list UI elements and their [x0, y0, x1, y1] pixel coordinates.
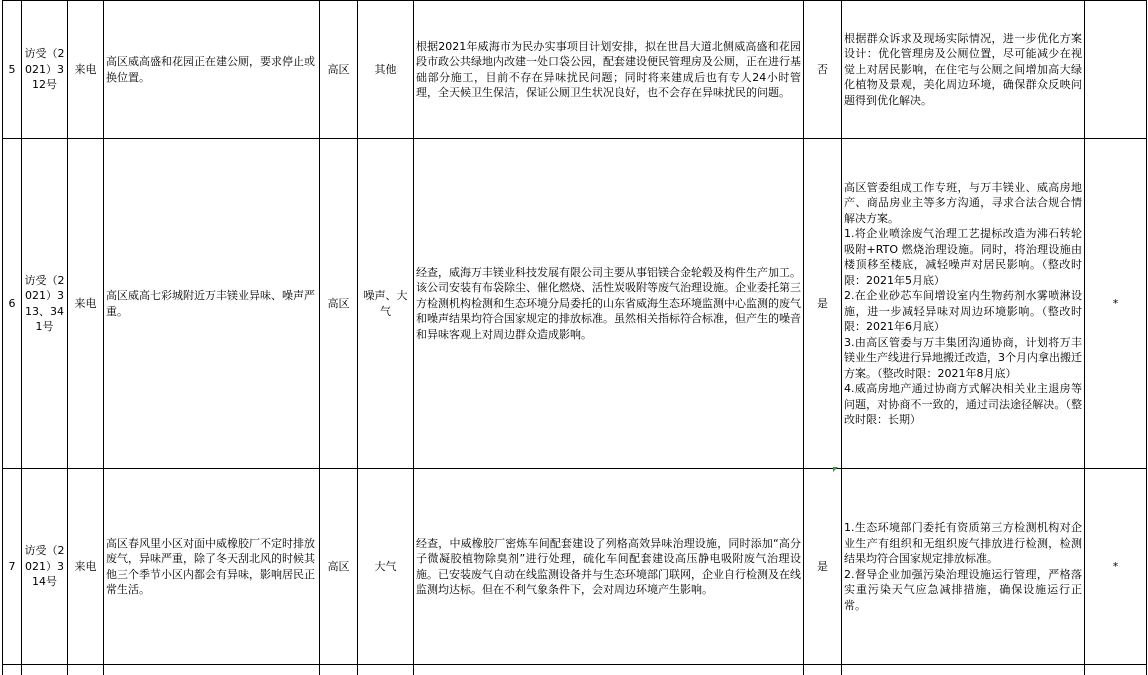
row-number: 5	[3, 1, 22, 139]
investigation-result: 经查，中威橡胶厂密炼车间配套建设了列格高效异味治理设施，同时添加“高分子微凝胶植物除臭剂”进行处理，硫化车间配套建设高压静电吸附废气治理设施。已安装废气自动在线监测设备并与生态环境部门联网，企业自行检测及在线监测均达标。但在不利气象条件下，会对周边环境产生影响。	[414, 469, 804, 665]
complaint-table	[2, 0, 1147, 675]
case-id: 访受（2021）313、341号	[22, 139, 68, 469]
note-mark	[1085, 1, 1147, 139]
complaint-content: 高区威高七彩城附近万丰镁业异味、噪声严重。	[104, 139, 320, 469]
complaint-content: 高区春风里小区对面中威橡胶厂不定时排放废气，异味严重，除了冬天刮北风的时候其他三个季节小区内都会有异味，影响居民正常生活。	[104, 469, 320, 665]
empty-cell	[68, 665, 104, 675]
pollution-category: 大气	[358, 469, 414, 665]
table-row[interactable]	[3, 469, 1147, 665]
empty-cell	[358, 665, 414, 675]
empty-cell	[104, 665, 320, 675]
table-row[interactable]	[3, 139, 1147, 469]
empty-cell	[22, 665, 68, 675]
empty-cell	[804, 665, 842, 675]
investigation-result: 根据2021年威海市为民办实事项目计划安排，拟在世昌大道北侧威高盛和花园段市政公共绿地内改建一处口袋公园，配套建设便民管理房及公厕，正在进行基础部分施工，目前不存在异味扰民问题；同时将来建成后也有专人24小时管理，全天候卫生保洁，保证公厕卫生状况良好，也不会存在异味扰民的问题。	[414, 1, 804, 139]
complaint-source: 来电	[68, 139, 104, 469]
rectification-measures: 高区管委组成工作专班，与万丰镁业、威高房地产、商品房业主等多方沟通，寻求合法合规合情解决方案。 1.将企业喷涂废气治理工艺提标改造为沸石转轮吸附+RTO 燃烧治理设施。同时，将治理设施由楼顶移至楼底，减轻噪声对居民影响。（整改时限：2021年5月底） 2.在企业砂芯车间增设室内生物药剂水雾喷淋设施，进一步减轻异味对周边环境影响。（整改时限：2021年6月底） 3.由高区管委与万丰集团沟通协商，计划将万丰镁业生产线进行异地搬迁改造，3个月内拿出搬迁方案。（整改时限：2021年8月底） 4.威高房地产通过协商方式解决相关业主退房等问题，对协商不一致的，通过司法途径解决。（整改时限：长期）	[842, 139, 1085, 469]
verified-flag: 是	[804, 469, 842, 665]
pollution-category: 噪声、大气	[358, 139, 414, 469]
verified-flag: 是	[804, 139, 842, 469]
table-row	[3, 665, 1147, 675]
rectification-measures: 1.生态环境部门委托有资质第三方检测机构对企业生产有组织和无组织废气排放进行检测，检测结果均符合国家规定排放标准。 2.督导企业加强污染治理设施运行管理，严格落实重污染天气应急减排措施，确保设施运行正常。	[842, 469, 1085, 665]
district: 高区	[320, 139, 358, 469]
complaint-source: 来电	[68, 469, 104, 665]
pollution-category: 其他	[358, 1, 414, 139]
empty-cell	[320, 665, 358, 675]
row-number: 7	[3, 469, 22, 665]
complaint-content: 高区威高盛和花园正在建公厕，要求停止或换位置。	[104, 1, 320, 139]
note-mark: *	[1085, 469, 1147, 665]
case-id: 访受（2021）314号	[22, 469, 68, 665]
comment-marker	[833, 467, 838, 472]
empty-cell	[842, 665, 1085, 675]
row-number: 6	[3, 139, 22, 469]
note-mark: *	[1085, 139, 1147, 469]
investigation-result: 经查，威海万丰镁业科技发展有限公司主要从事铝镁合金轮毂及构件生产加工。该公司安装有布袋除尘、催化燃烧、活性炭吸附等废气治理设施。企业委托第三方检测机构检测和生态环境分局委托的山东省威海生态环境监测中心监测的废气和噪声结果均符合国家规定的排放标准。虽然相关指标符合标准，但产生的噪音和异味客观上对周边群众造成影响。	[414, 139, 804, 469]
empty-cell	[414, 665, 804, 675]
rectification-measures: 根据群众诉求及现场实际情况，进一步优化方案设计：优化管理房及公厕位置，尽可能减少在视觉上对居民影响，在住宅与公厕之间增加高大绿化植物及景观，美化周边环境，确保群众反映问题得到优化解决。	[842, 1, 1085, 139]
complaint-source: 来电	[68, 1, 104, 139]
empty-cell	[3, 665, 22, 675]
district: 高区	[320, 1, 358, 139]
verified-flag: 否	[804, 1, 842, 139]
table-row[interactable]	[3, 1, 1147, 139]
empty-cell	[1085, 665, 1147, 675]
case-id: 访受（2021）312号	[22, 1, 68, 139]
district: 高区	[320, 469, 358, 665]
